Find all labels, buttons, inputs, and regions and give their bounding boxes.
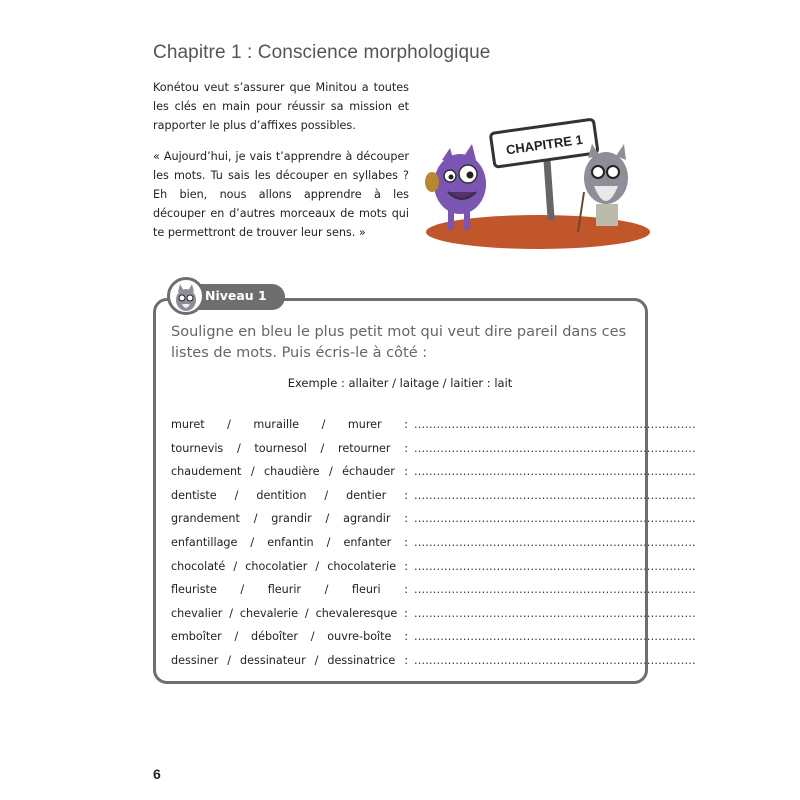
word-family — [171, 442, 408, 455]
answer-line[interactable]: ........................................................................... — [414, 630, 696, 644]
word: tournesol — [254, 441, 307, 455]
separator: / — [328, 465, 333, 479]
word-row — [171, 415, 696, 439]
word: fleurir — [267, 583, 302, 597]
answer-line[interactable]: ........................................................................... — [414, 512, 696, 526]
chapter-sign — [490, 119, 598, 167]
answer-line[interactable]: ........................................................................... — [414, 606, 696, 620]
word-row — [171, 462, 696, 486]
word-row — [171, 486, 696, 510]
word: chevalerie — [239, 606, 299, 620]
colon: : — [404, 512, 408, 526]
word-row — [171, 509, 696, 533]
word: ouvre-boîte — [327, 630, 392, 644]
separator: / — [250, 535, 255, 549]
answer-line[interactable]: ........................................................................... — [414, 653, 696, 667]
word: enfanter — [343, 535, 392, 549]
answer-line[interactable]: ........................................................................... — [414, 418, 696, 431]
separator: / — [326, 535, 331, 549]
word: grandir — [271, 512, 312, 526]
word-row — [171, 604, 696, 628]
separator: / — [314, 653, 319, 667]
word: dessiner — [171, 653, 219, 667]
colon: : — [404, 535, 408, 549]
word: enfantillage — [171, 535, 238, 549]
answer-line[interactable]: ........................................................................... — [414, 583, 696, 597]
word: tournevis — [171, 441, 224, 455]
word: chocolatier — [245, 559, 308, 573]
separator: / — [324, 583, 329, 597]
separator: / — [233, 559, 238, 573]
colon: : — [404, 418, 408, 431]
answer-line[interactable]: ........................................................................... — [414, 535, 696, 549]
word-family — [171, 489, 408, 502]
separator: / — [320, 441, 325, 455]
separator: / — [250, 465, 255, 479]
word: déboîter — [251, 630, 298, 644]
separator: / — [234, 630, 239, 644]
word-family — [171, 418, 408, 431]
separator: / — [236, 441, 241, 455]
purple-monster-icon — [425, 144, 486, 230]
word-family — [171, 512, 408, 525]
word: chocolaterie — [327, 559, 397, 573]
word: chocolaté — [171, 559, 226, 573]
word-family — [171, 536, 408, 549]
level-label: Niveau 1 — [205, 288, 267, 303]
word: dentition — [256, 488, 307, 502]
word-family — [171, 583, 408, 596]
word-row — [171, 651, 696, 675]
word-row — [171, 533, 696, 557]
separator: / — [240, 583, 245, 597]
word: dessinatrice — [327, 653, 396, 667]
word-row — [171, 580, 696, 604]
word: chaudement — [171, 465, 242, 479]
word: fleuriste — [171, 583, 217, 597]
colon: : — [404, 441, 408, 455]
sign-text: CHAPITRE 1 — [505, 131, 584, 158]
separator: / — [310, 630, 315, 644]
separator: / — [229, 606, 233, 620]
word: fleuri — [351, 583, 381, 597]
word-family — [171, 654, 408, 667]
word: chaudière — [264, 465, 320, 479]
word-row — [171, 439, 696, 463]
page-title: Chapitre 1 : Conscience morphologique — [153, 42, 491, 63]
word: grandement — [171, 512, 240, 526]
colon: : — [404, 488, 408, 502]
intro-paragraph-1: Konétou veut s’assurer que Minitou a toutes les clés en main pour réussir sa mission et rapporter le plus d’affixes possibles. — [153, 81, 409, 132]
separator: / — [324, 488, 329, 502]
page-number: 6 — [153, 766, 161, 782]
word: dessinateur — [240, 653, 306, 667]
word: muraille — [253, 418, 300, 431]
word-family — [171, 465, 408, 478]
word-family — [171, 630, 408, 643]
word: agrandir — [343, 512, 391, 526]
word: emboîter — [171, 630, 222, 644]
word: dentier — [346, 488, 387, 502]
separator: / — [234, 488, 239, 502]
colon: : — [404, 559, 408, 573]
word: enfantin — [267, 535, 314, 549]
word-row — [171, 627, 696, 651]
word: murer — [347, 418, 382, 431]
word: retourner — [338, 441, 391, 455]
answer-line[interactable]: ........................................................................... — [414, 441, 696, 455]
separator: / — [315, 559, 320, 573]
word: échauder — [342, 465, 395, 479]
answer-line[interactable]: ........................................................................... — [414, 465, 696, 479]
separator: / — [325, 512, 330, 526]
word-family — [171, 560, 408, 573]
colon: : — [404, 630, 408, 644]
separator: / — [253, 512, 258, 526]
intro-paragraph-2: « Aujourd’hui, je vais t’apprendre à découper les mots. Tu sais les découper en syllabes ? Eh bien, nous allons apprendre à les découper en d’autres morceaux de mots qui te permettront de trouver leur sens. » — [153, 150, 409, 239]
separator: / — [304, 606, 309, 620]
separator: / — [227, 418, 231, 431]
colon: : — [404, 583, 408, 597]
exercise-instruction: Souligne en bleu le plus petit mot qui veut dire pareil dans ces listes de mots. Puis écris-le à côté : — [171, 324, 627, 361]
answer-line[interactable]: ........................................................................... — [414, 488, 696, 502]
word-family — [171, 607, 408, 620]
word: dentiste — [171, 488, 217, 502]
chapter-illustration — [420, 112, 660, 252]
intro-text — [153, 78, 409, 254]
exercise-example: Exemple : allaiter / laitage / laitier : lait — [287, 376, 513, 390]
word: chevaleresque — [315, 606, 398, 620]
word-row — [171, 557, 696, 581]
colon: : — [404, 465, 408, 479]
level-avatar-icon — [167, 277, 205, 315]
separator: / — [227, 653, 232, 667]
separator: / — [321, 418, 326, 431]
word: chevalier — [171, 606, 223, 620]
colon: : — [404, 653, 408, 667]
word: muret — [171, 418, 205, 431]
answer-line[interactable]: ........................................................................... — [414, 559, 696, 573]
colon: : — [404, 606, 408, 620]
word-list — [171, 415, 696, 675]
